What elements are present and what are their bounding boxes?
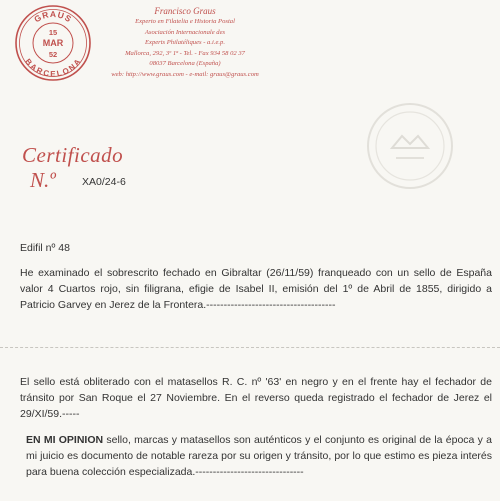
opinion-lead: EN MI OPINION <box>26 434 104 446</box>
opinion-text: sello, marcas y matasellos son auténticos y el conjunto es original de la época y a mi juicio es documento de notable rareza por su origen y tránsito, por lo que estimo es pieza interés para buena colección especializada.------------------------------- <box>26 434 492 478</box>
certificate-number: XA0/24-6 <box>82 176 126 188</box>
letterhead-line-association: Asociación Internacionale des <box>144 28 226 36</box>
cancellation-paragraph: El sello está obliterado con el matasellos R. C. nº '63' en negro y en el frente hay el fechador de tránsito por San Roque el 27 Noviembre. En el reverso queda registrado el fechador de Jerez el 29/XI/59.----- <box>20 376 492 420</box>
certificate-title: Certificado <box>22 143 124 167</box>
letterhead-line-experts: Experts Philatéliques - a.i.e.p. <box>144 39 226 47</box>
letterhead <box>70 6 300 81</box>
seal-day: 15 <box>48 28 58 37</box>
opinion-paragraph <box>26 432 492 480</box>
certificate-number-label: N.º <box>30 168 56 192</box>
letterhead-line-expert: Experto en Filatelia e Historia Postal <box>135 18 235 25</box>
paper-fold-line <box>0 347 500 348</box>
seal-bottom-text: BARCELONA <box>23 57 83 79</box>
svg-text:GRAUS <box>32 9 74 24</box>
seal-month: MAR <box>42 38 64 48</box>
seal-top-text: GRAUS <box>32 8 74 25</box>
letterhead-line-city: 08037 Barcelona (España) <box>149 60 221 68</box>
letterhead-line-web: web: http://www.graus.com - e-mail: graus@graus.com <box>111 70 259 78</box>
emboss-graphic <box>362 98 458 194</box>
embossed-seal <box>362 98 458 194</box>
edifil-catalogue-number: Edifil nº 48 <box>20 242 70 254</box>
letterhead-name: Francisco Graus <box>154 6 216 16</box>
seal-year: 52 <box>48 50 58 59</box>
examination-paragraph: He examinado el sobrescrito fechado en Gibraltar (26/11/59) franqueado con un sello de España valor 4 Cuartos rojo, sin filigrana, efigie de Isabel II, emisión del 1º de Abril de 1855, dirigido a Patricio Garvey en Jerez de la Frontera.------------------------------------- <box>20 267 492 311</box>
letterhead-line-address: Mallorca, 292, 3º 1ª - Tel. - Fax 934 58 02 37 <box>125 49 245 57</box>
